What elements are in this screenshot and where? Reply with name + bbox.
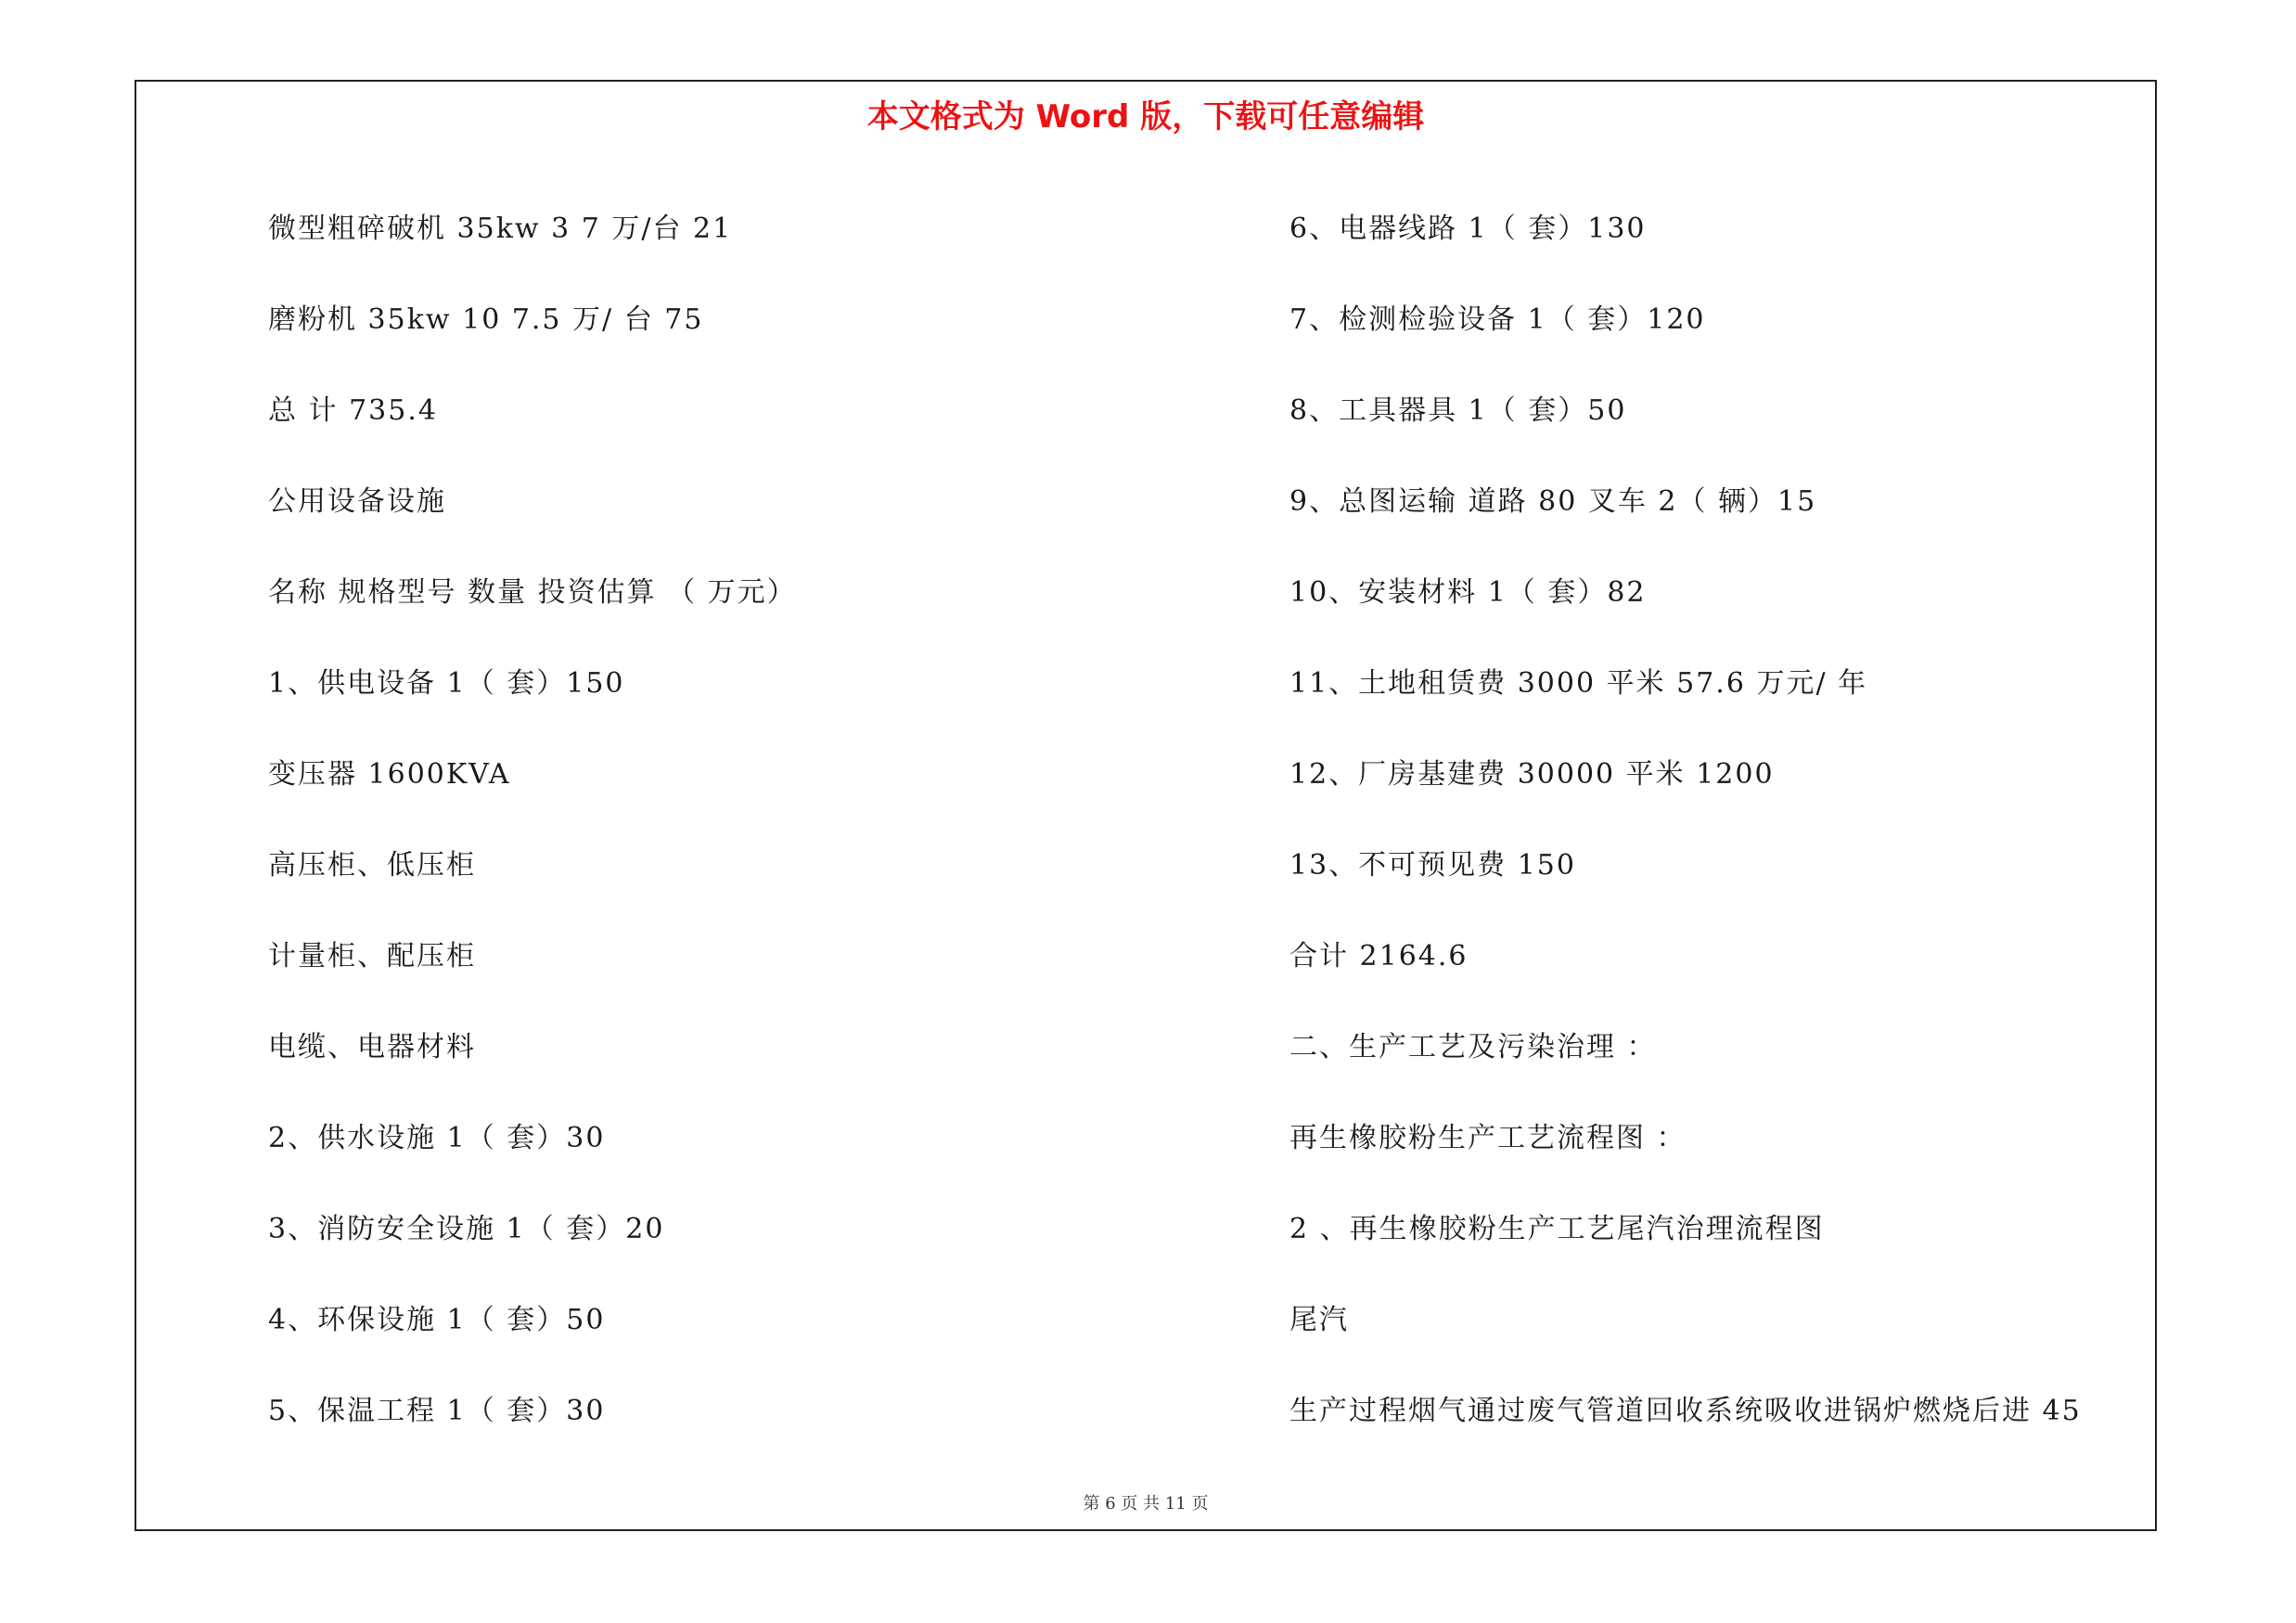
text-line: 9、总图运输 道路 80 叉车 2（ 辆）15 (1289, 485, 1817, 518)
text-line: 公用设备设施 (268, 485, 446, 518)
text-line: 8、工具器具 1（ 套）50 (1289, 394, 1627, 427)
text-line: 二、生产工艺及污染治理 ： (1289, 1031, 1657, 1063)
text-line: 6、电器线路 1（ 套）130 (1289, 213, 1647, 245)
text-line: 12、厂房基建费 30000 平米 1200 (1289, 758, 1775, 791)
text-line: 高压柜、低压柜 (268, 849, 476, 882)
text-line: 5、保温工程 1（ 套）30 (268, 1395, 606, 1427)
text-line: 电缆、电器材料 (268, 1031, 476, 1063)
left-text-column (268, 184, 797, 1457)
text-line: 2 、再生橡胶粉生产工艺尾汽治理流程图 (1289, 1213, 1825, 1245)
text-line: 7、检测检验设备 1（ 套）120 (1289, 303, 1706, 336)
text-line: 磨粉机 35kw 10 7.5 万/ 台 75 (268, 303, 704, 336)
text-line: 计量柜、配压柜 (268, 940, 476, 973)
text-line: 3、消防安全设施 1（ 套）20 (268, 1213, 665, 1245)
word-format-banner: 本文格式为 Word 版，下载可任意编辑 (866, 98, 1425, 135)
text-line: 生产过程烟气通过废气管道回收系统吸收进锅炉燃烧后进 45 (1289, 1395, 2082, 1427)
text-line: 10、安装材料 1（ 套）82 (1289, 576, 1647, 609)
text-line: 总 计 735.4 (268, 394, 438, 427)
text-line: 尾汽 (1289, 1304, 1349, 1336)
text-line: 微型粗碎破机 35kw 3 7 万/台 21 (268, 213, 733, 245)
document-page (135, 80, 2157, 1531)
text-line: 变压器 1600KVA (268, 758, 511, 791)
text-line: 合计 2164.6 (1289, 940, 1469, 973)
text-line: 再生橡胶粉生产工艺流程图 ： (1289, 1122, 1687, 1154)
text-line: 1、供电设备 1（ 套）150 (268, 667, 625, 700)
text-line: 4、环保设施 1（ 套）50 (268, 1304, 606, 1336)
text-line: 2、供水设施 1（ 套）30 (268, 1122, 606, 1154)
text-line: 11、土地租赁费 3000 平米 57.6 万元/ 年 (1289, 667, 1868, 700)
right-text-column (1289, 184, 2082, 1457)
text-line: 13、不可预见费 150 (1289, 849, 1576, 882)
page-number-footer: 第 6 页 共 11 页 (1083, 1494, 1209, 1514)
text-line: 名称 规格型号 数量 投资估算 （ 万元） (268, 576, 797, 609)
